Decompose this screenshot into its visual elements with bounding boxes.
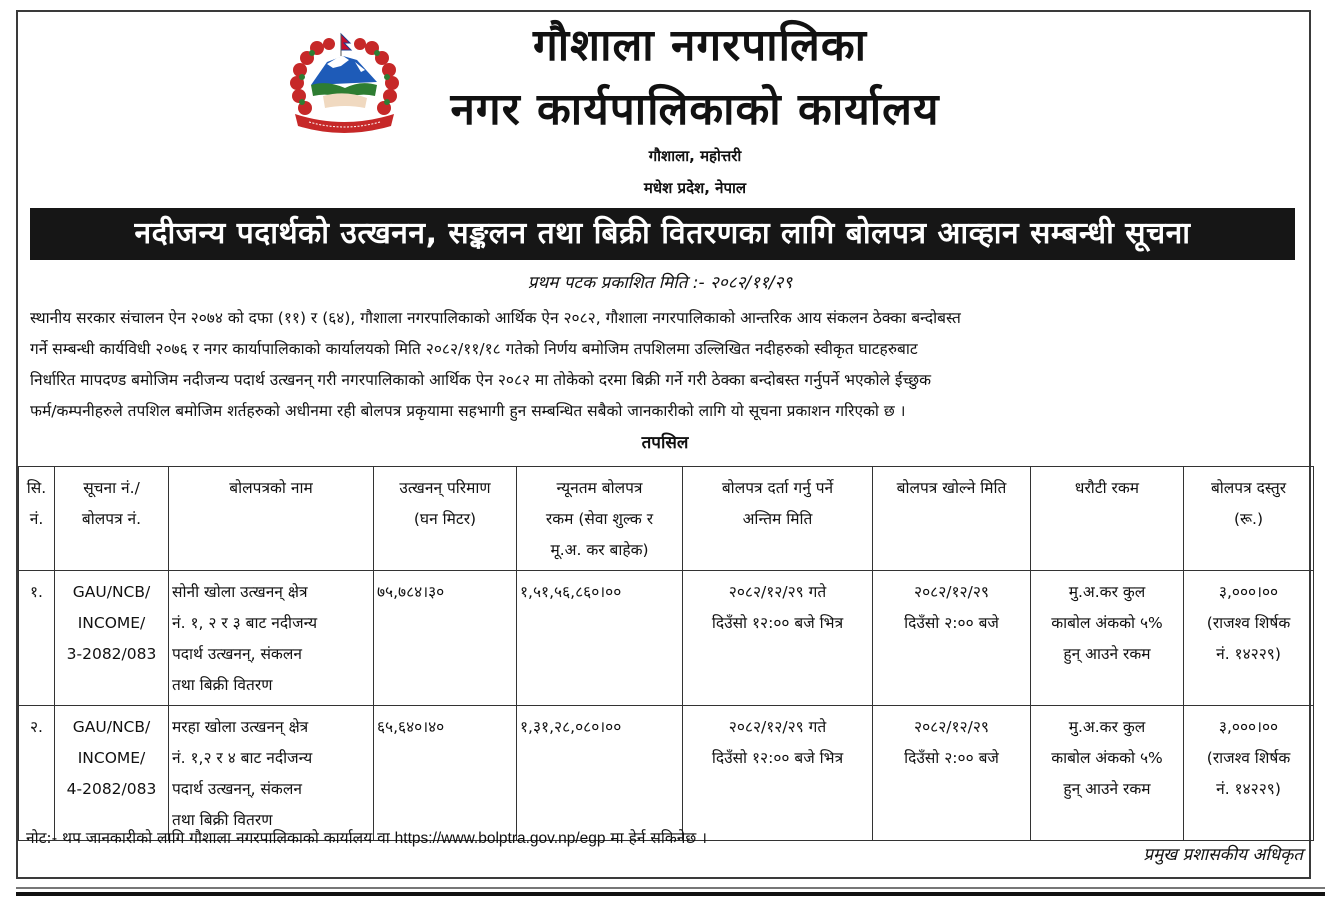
body-line: निर्धारित मापदण्ड बमोजिम नदीजन्य पदार्थ उत्खनन् गरी नगरपालिकाको आर्थिक ऐन २०८२ मा तोकेको दरमा बिक्री गर्ने गरी ठेक्का बन्दोबस्त गर्नुपर्ने भएकोले ईच्छुक [30, 371, 931, 389]
egp-link[interactable]: https://www.bolptra.gov.np/egp [394, 830, 606, 847]
address-line-1: गौशाला, महोत्तरी [648, 147, 742, 165]
note-suffix: मा हेर्न सकिनेछ । [605, 829, 708, 847]
body-line: फर्म/कम्पनीहरुले तपशिल बमोजिम शर्तहरुको अधीनमा रही बोलपत्र प्रकृयामा सहभागी हुन सम्बन्धित सबैको जानकारीको लागि यो सूचना प्रकाशन गरिएको छ । [30, 402, 906, 420]
address-line-2: मधेश प्रदेश, नेपाल [643, 179, 747, 197]
header-serial: सि. नं. [19, 467, 55, 571]
footer-note [26, 826, 707, 848]
signatory: प्रमुख प्रशासकीय अधिकृत [1143, 845, 1303, 865]
cell-notice-no: GAU/NCB/ INCOME/ 3-2082/083 [55, 571, 169, 706]
cell-quantity: ७५,७८४।३० [374, 571, 517, 706]
cell-last-date: २०८२/१२/२९ गते दिउँसो १२:०० बजे भित्र [683, 706, 873, 841]
cell-notice-no: GAU/NCB/ INCOME/ 4-2082/083 [55, 706, 169, 841]
header-fee: बोलपत्र दस्तुर (रू.) [1184, 467, 1314, 571]
cell-min-amount: १,५१,५६,८६०।०० [517, 571, 683, 706]
cell-serial: १. [19, 571, 55, 706]
table-row [19, 706, 1314, 841]
header-open-date: बोलपत्र खोल्ने मिति [873, 467, 1031, 571]
cell-open-date: २०८२/१२/२९ दिउँसो २:०० बजे [873, 571, 1031, 706]
header-tender-name: बोलपत्रको नाम [169, 467, 374, 571]
published-date: प्रथम पटक प्रकाशित मिति :- २०८२/११/२९ [527, 273, 793, 293]
notice-body [30, 303, 1300, 427]
tender-table [18, 466, 1314, 841]
notice-heading-banner: नदीजन्य पदार्थको उत्खनन, सङ्कलन तथा बिक्री वितरणका लागि बोलपत्र आव्हान सम्बन्धी सूचना [30, 208, 1295, 260]
municipality-title: गौशाला नगरपालिका [532, 20, 868, 71]
header-last-date: बोलपत्र दर्ता गर्नु पर्ने अन्तिम मिति [683, 467, 873, 571]
cell-deposit: मु.अ.कर कुल काबोल अंकको ५% हुन् आउने रकम [1031, 571, 1184, 706]
cell-fee: ३,०००।०० (राजश्व शिर्षक नं. १४२२९) [1184, 571, 1314, 706]
cell-tender-name: सोनी खोला उत्खनन् क्षेत्र नं. १, २ र ३ बाट नदीजन्य पदार्थ उत्खनन्, संकलन तथा बिक्री वितरण [169, 571, 374, 706]
cell-serial: २. [19, 706, 55, 841]
bottom-rule-thick [16, 892, 1325, 896]
cell-last-date: २०८२/१२/२९ गते दिउँसो १२:०० बजे भित्र [683, 571, 873, 706]
cell-open-date: २०८२/१२/२९ दिउँसो २:०० बजे [873, 706, 1031, 841]
header-min-amount: न्यूनतम बोलपत्र रकम (सेवा शुल्क र मू.अ. कर बाहेक) [517, 467, 683, 571]
cell-fee: ३,०००।०० (राजश्व शिर्षक नं. १४२२९) [1184, 706, 1314, 841]
cell-min-amount: १,३१,२८,०८०।०० [517, 706, 683, 841]
header-quantity: उत्खनन् परिमाण (घन मिटर) [374, 467, 517, 571]
table-caption: तपसिल [641, 433, 689, 453]
office-title: नगर कार्यपालिकाको कार्यालय [450, 84, 940, 135]
table-row [19, 571, 1314, 706]
cell-tender-name: मरहा खोला उत्खनन् क्षेत्र नं. १,२ र ४ बाट नदीजन्य पदार्थ उत्खनन्, संकलन तथा बिक्री वितरण [169, 706, 374, 841]
body-line: स्थानीय सरकार संचालन ऐन २०७४ को दफा (११) र (६४), गौशाला नगरपालिकाको आर्थिक ऐन २०८२, गौशाला नगरपालिकाको आन्तरिक आय संकलन ठेक्का बन्दोबस्त [30, 309, 961, 327]
body-line: गर्ने सम्बन्धी कार्यविधी २०७६ र नगर कार्यापालिकाको कार्यालयको मिति २०८२/११/१८ गतेको निर्णय बमोजिम तपशिलमा उल्लिखित नदीहरुको स्वीकृत घाटहरुबाट [30, 340, 918, 358]
header-deposit: धरौटी रकम [1031, 467, 1184, 571]
header-notice-no: सूचना नं./ बोलपत्र नं. [55, 467, 169, 571]
table-header-row [19, 467, 1314, 571]
bottom-rule-thin [16, 887, 1325, 889]
nepal-government-emblem-icon [287, 30, 402, 140]
cell-deposit: मु.अ.कर कुल काबोल अंकको ५% हुन् आउने रकम [1031, 706, 1184, 841]
note-text: नोट:- थप जानकारीको लागि गौशाला नगरपालिकाको कार्यालय वा [26, 829, 395, 847]
cell-quantity: ६५,६४०।४० [374, 706, 517, 841]
